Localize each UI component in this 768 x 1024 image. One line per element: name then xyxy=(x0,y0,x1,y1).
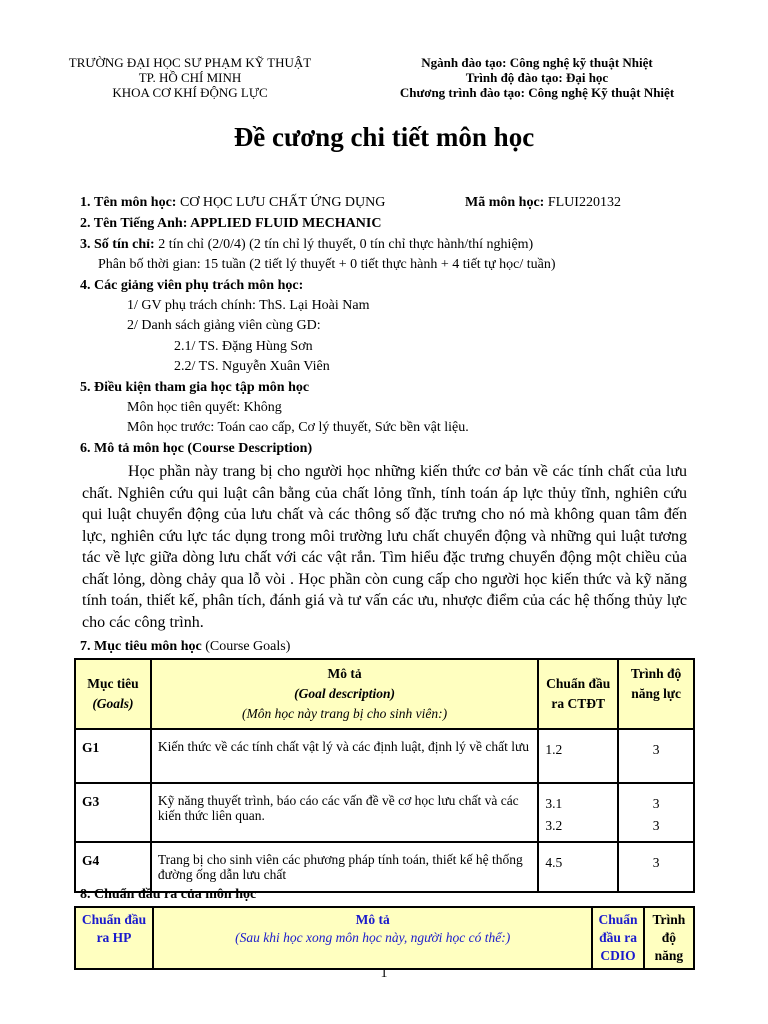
goal-description: Trang bị cho sinh viên các phương pháp tính toán, thiết kế hệ thống đường ống dẫn lưu chất xyxy=(151,842,538,892)
city-name: TP. HỒ CHÍ MINH xyxy=(138,70,242,85)
header-institution xyxy=(40,55,340,100)
item-course-name xyxy=(80,195,385,211)
table-row xyxy=(75,783,694,842)
lecturer-item: 2.2/ TS. Nguyễn Xuân Viên xyxy=(174,359,330,374)
item-credits xyxy=(80,237,533,253)
course-code-value: FLUI220132 xyxy=(547,195,621,210)
goal-level: 3 3 xyxy=(618,783,694,842)
goals-label: Mục tiêu môn học xyxy=(94,639,202,654)
item-number: 5. xyxy=(80,380,91,395)
goals-label-english: (Course Goals) xyxy=(205,639,291,654)
goal-id: G4 xyxy=(75,842,151,892)
item-english-name xyxy=(80,216,381,232)
header-outcome-description: Mô tả (Sau khi học xong môn học này, người học có thể:) xyxy=(153,907,592,969)
header-program xyxy=(372,55,702,100)
goal-description: Kiến thức về các tính chất vật lý và các định luật, định lý về chất lưu xyxy=(151,729,538,783)
goal-id: G3 xyxy=(75,783,151,842)
item-number: 7. xyxy=(80,639,91,654)
program-level: Trình độ đào tạo: Đại học xyxy=(465,70,609,85)
outcomes-table xyxy=(74,906,695,970)
page-title: Đề cương chi tiết môn học xyxy=(233,122,535,152)
goal-level: 3 xyxy=(618,842,694,892)
goal-ctdt: 3.1 3.2 xyxy=(538,783,618,842)
header-ctdt: Chuẩn đầu ra CTĐT xyxy=(538,659,618,729)
item-number: 4. xyxy=(80,278,91,293)
goal-description: Kỹ năng thuyết trình, báo cáo các vấn đề về cơ học lưu chất và các kiến thức liên quan. xyxy=(151,783,538,842)
header-outcome-code: Chuẩn đầu ra HP xyxy=(75,907,153,969)
university-name: TRƯỜNG ĐẠI HỌC SƯ PHẠM KỸ THUẬT xyxy=(68,55,312,70)
item-number: 2. xyxy=(80,216,91,231)
goals-header-row xyxy=(75,659,694,729)
english-name-value: APPLIED FLUID MECHANIC xyxy=(190,216,382,231)
item-number: 3. xyxy=(80,237,91,252)
previous-courses: Môn học trước: Toán cao cấp, Cơ lý thuyết, Sức bền vật liệu. xyxy=(127,420,469,435)
course-name-value: CƠ HỌC LƯU CHẤT ỨNG DỤNG xyxy=(179,195,386,210)
item-lecturers xyxy=(80,278,303,294)
goals-table xyxy=(74,658,695,893)
course-description: Học phần này trang bị cho người học những kiến thức cơ bản về các tính chất của lưu chất. Nghiên cứu qui luật cân bằng của chất lỏng tĩnh, tính toán áp lực thủy tĩnh, nghiên cứu qui luật chuyển động của lưu chất và các thông số đặc trưng cho nó mà không quan tâm đến lực, nghiên cứu lực tác dụng trong môi trường lưu chất chuyển động và những qui luật tương tác về lực giữa dòng lưu chất với các vật rắn. Tìm hiểu đặc trưng chuyển động một chiều của chất lỏng, dòng chảy qua lỗ vòi . Học phần còn cung cấp cho người học kiến thức và kỹ năng tính toán, thiết kế, phân tích, đánh giá và tư vấn các ưu, nhược điểm của các hệ thống thủy lực cho các công trình. xyxy=(82,463,687,631)
english-name-label: Tên Tiếng Anh: xyxy=(93,216,188,231)
page-number: 1 xyxy=(380,966,388,981)
lecturers-label: Các giảng viên phụ trách môn học: xyxy=(94,278,304,293)
goal-id: G1 xyxy=(75,729,151,783)
lecturer-item: 2.1/ TS. Đặng Hùng Sơn xyxy=(174,339,313,354)
table-row xyxy=(75,842,694,892)
header-level: Trình độ năng lực xyxy=(618,659,694,729)
header-goal: Mục tiêu (Goals) xyxy=(75,659,151,729)
table-row xyxy=(75,729,694,783)
item-goals xyxy=(80,639,290,655)
item-course-code xyxy=(465,195,621,211)
program-name: Chương trình đào tạo: Công nghệ Kỹ thuật Nhiệt xyxy=(399,85,675,100)
outcomes-label: Chuẩn đầu ra của môn học xyxy=(94,887,257,902)
prerequisite-course: Môn học tiên quyết: Không xyxy=(127,400,282,415)
credits-value: 2 tín chỉ (2/0/4) (2 tín chỉ lý thuyết, 0 tín chỉ thực hành/thí nghiệm) xyxy=(158,237,534,252)
goal-level: 3 xyxy=(618,729,694,783)
item-number: 1. xyxy=(80,195,91,210)
header-outcome-level: Trình độ năng xyxy=(644,907,694,969)
faculty-name: KHOA CƠ KHÍ ĐỘNG LỰC xyxy=(112,85,268,100)
item-number: 6. xyxy=(80,441,91,456)
main-lecturer: 1/ GV phụ trách chính: ThS. Lại Hoài Nam xyxy=(127,298,370,313)
course-name-label: Tên môn học: xyxy=(94,195,177,210)
credits-label: Số tín chỉ: xyxy=(94,237,155,252)
lecturer-list-label: 2/ Danh sách giảng viên cùng GD: xyxy=(127,318,321,333)
program-field: Ngành đào tạo: Công nghệ kỹ thuật Nhiệt xyxy=(421,55,653,70)
time-allocation: Phân bố thời gian: 15 tuần (2 tiết lý thuyết + 0 tiết thực hành + 4 tiết tự học/ tuần) xyxy=(98,257,556,272)
description-label: Mô tả môn học (Course Description) xyxy=(94,441,313,456)
item-number: 8. xyxy=(80,887,91,902)
item-description xyxy=(80,441,312,457)
header-cdio: Chuẩn đầu ra CDIO xyxy=(592,907,643,969)
goal-ctdt: 4.5 xyxy=(538,842,618,892)
goal-ctdt: 1.2 xyxy=(538,729,618,783)
item-outcomes xyxy=(80,887,256,903)
item-prerequisites xyxy=(80,380,309,396)
header-description: Mô tả (Goal description) (Môn học này trang bị cho sinh viên:) xyxy=(151,659,538,729)
prerequisites-label: Điều kiện tham gia học tập môn học xyxy=(94,380,310,395)
outcomes-header-row xyxy=(75,907,694,969)
course-code-label: Mã môn học: xyxy=(465,195,545,210)
